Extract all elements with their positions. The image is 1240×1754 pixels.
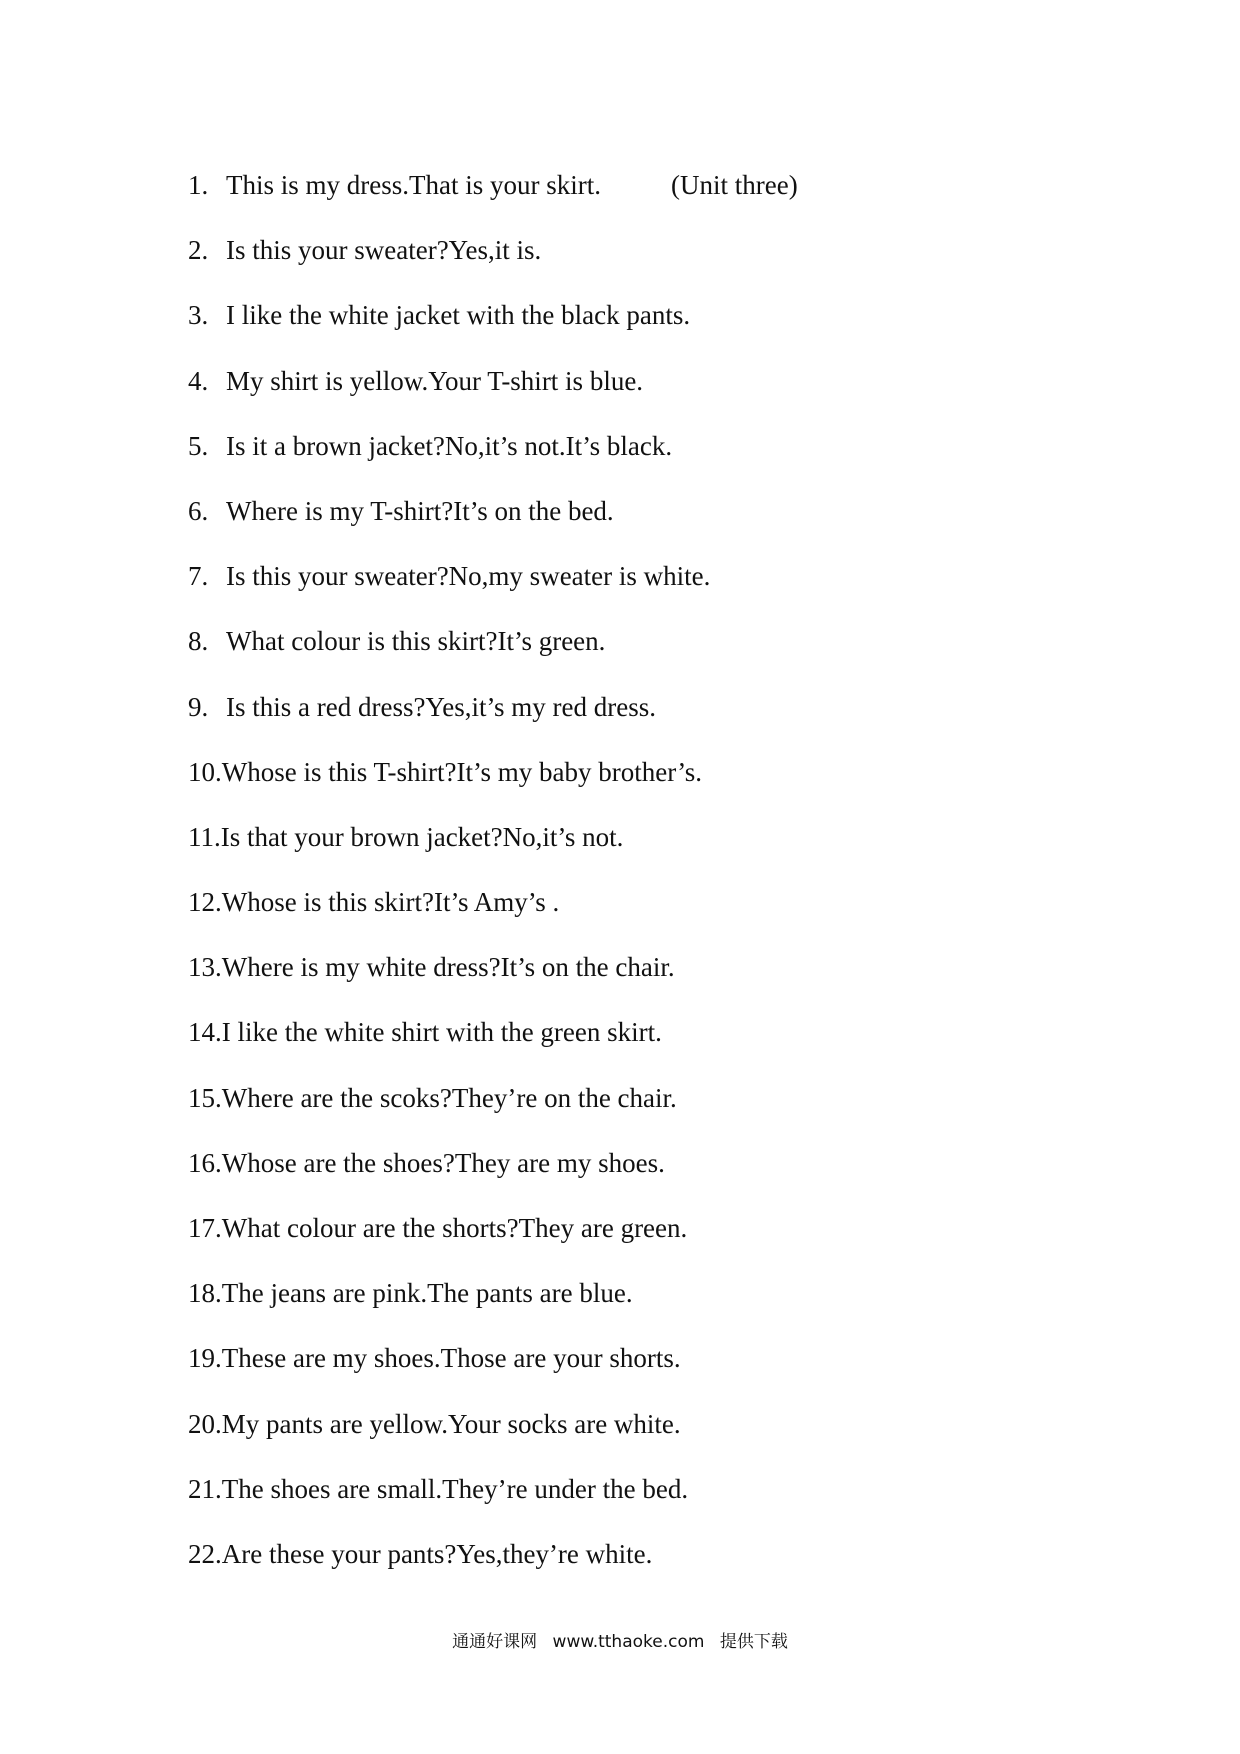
sentence-number: 13. [188,952,222,983]
sentence-item [188,486,1188,551]
sentence-text: What colour is this skirt?It’s green. [226,626,606,657]
sentence-number: 14. [188,1017,222,1048]
sentence-text: Whose is this T-shirt?It’s my baby brother’s. [221,756,702,787]
sentence-number: 1. [188,170,209,200]
sentence-item [188,1203,1188,1268]
sentence-text: Is this a red dress?Yes,it’s my red dress. [226,691,656,722]
sentence-number: 20. [188,1408,222,1439]
sentence-list [188,160,1188,1594]
sentence-item [188,1007,1188,1072]
sentence-text: Is this your sweater?Yes,it is. [226,235,542,266]
sentence-text: My shirt is yellow.Your T-shirt is blue. [226,365,644,396]
sentence-number: 17. [188,1213,222,1243]
sentence-text: The shoes are small.They’re under the bed. [221,1473,689,1504]
sentence-item [188,551,1188,616]
sentence-number: 4. [188,365,209,396]
sentence-item [188,1399,1188,1464]
sentence-item [188,1073,1188,1138]
sentence-item [188,1464,1188,1529]
footer-site-name: 通通好课网 [452,1632,538,1652]
sentence-text: The jeans are pink.The pants are blue. [221,1278,633,1309]
sentence-text: Where is my white dress?It’s on the chair. [221,952,675,983]
sentence-number: 2. [188,235,209,266]
sentence-item [188,290,1188,355]
sentence-item [188,616,1188,681]
sentence-item [188,356,1188,421]
sentence-item [188,812,1188,877]
sentence-number: 22. [188,1538,222,1569]
sentence-item [188,1268,1188,1333]
sentence-number: 7. [188,561,209,592]
footer-suffix: 提供下载 [719,1632,788,1652]
sentence-item [188,877,1188,942]
sentence-item [188,225,1188,290]
sentence-text: Is this your sweater?No,my sweater is white. [226,561,711,592]
sentence-number: 12. [188,887,222,918]
sentence-number: 19. [188,1343,222,1374]
sentence-text: I like the white jacket with the black pants. [226,300,691,331]
sentence-text: This is my dress.That is your skirt. [226,170,601,200]
sentence-text: My pants are yellow.Your socks are white. [221,1408,681,1439]
sentence-item [188,747,1188,812]
sentence-text: Are these your pants?Yes,they’re white. [221,1538,653,1569]
sentence-item [188,1138,1188,1203]
sentence-item [188,682,1188,747]
sentence-text: Is it a brown jacket?No,it’s not.It’s black. [226,430,673,461]
sentence-text: Where is my T-shirt?It’s on the bed. [226,495,614,526]
sentence-text: Is that your brown jacket?No,it’s not. [220,821,624,852]
sentence-number: 9. [188,691,209,722]
sentence-number: 6. [188,495,209,526]
sentence-item [188,1333,1188,1398]
sentence-text: What colour are the shorts?They are green. [221,1213,688,1243]
unit-note: (Unit three) [670,170,798,200]
sentence-text: These are my shoes.Those are your shorts. [221,1343,681,1374]
sentence-number: 8. [188,626,209,657]
sentence-number: 10. [188,756,222,787]
footer [0,1627,1240,1652]
sentence-number: 3. [188,300,209,331]
sentence-number: 21. [188,1473,222,1504]
sentence-text: Whose is this skirt?It’s Amy’s . [221,887,560,918]
sentence-item [188,942,1188,1007]
sentence-number: 18. [188,1278,222,1309]
sentence-text: Whose are the shoes?They are my shoes. [221,1147,665,1178]
sentence-text: Where are the scoks?They’re on the chair. [221,1082,677,1113]
sentence-item [188,160,1188,225]
sentence-number: 5. [188,430,209,461]
sentence-number: 11. [188,821,221,852]
sentence-number: 15. [188,1082,222,1113]
sentence-number: 16. [188,1147,222,1178]
sentence-item [188,421,1188,486]
sentence-item [188,1529,1188,1594]
footer-url: www.tthaoke.com [552,1632,705,1652]
sentence-text: I like the white shirt with the green skirt. [221,1017,662,1048]
